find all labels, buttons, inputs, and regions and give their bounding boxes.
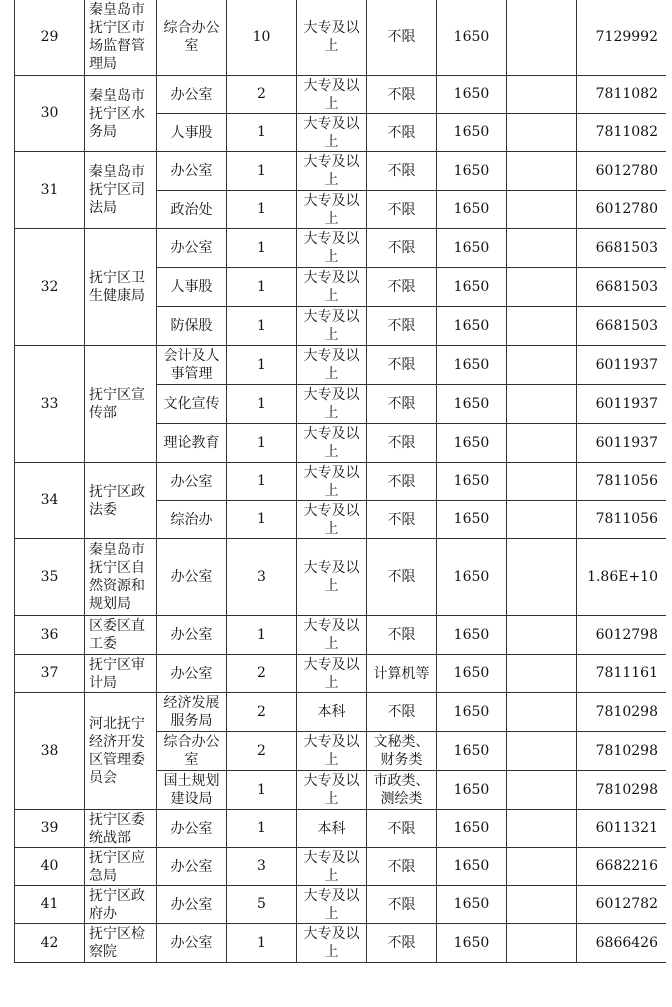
phone: 6011321 <box>577 810 667 848</box>
phone: 6011937 <box>577 424 667 463</box>
department: 办公室 <box>157 539 227 616</box>
table-row <box>15 229 667 268</box>
headcount: 1 <box>227 191 297 229</box>
table-row <box>15 346 667 385</box>
department: 综合办公室 <box>157 732 227 771</box>
phone: 1.86E+10 <box>577 539 667 616</box>
major: 计算机等 <box>367 655 437 693</box>
phone: 6681503 <box>577 229 667 268</box>
department: 办公室 <box>157 229 227 268</box>
table-row <box>15 152 667 191</box>
education: 大专及以上 <box>297 268 367 307</box>
row-number: 42 <box>15 924 85 963</box>
unit-name: 抚宁区卫生健康局 <box>85 229 157 346</box>
salary: 1650 <box>437 76 507 114</box>
phone: 7810298 <box>577 771 667 810</box>
department: 经济发展服务局 <box>157 693 227 732</box>
major: 不限 <box>367 616 437 655</box>
salary: 1650 <box>437 886 507 924</box>
phone: 7811082 <box>577 114 667 152</box>
row-number: 36 <box>15 616 85 655</box>
blank-cell <box>507 76 577 114</box>
headcount: 1 <box>227 307 297 346</box>
education: 大专及以上 <box>297 191 367 229</box>
row-number: 39 <box>15 810 85 848</box>
education: 大专及以上 <box>297 924 367 963</box>
salary: 1650 <box>437 810 507 848</box>
department: 办公室 <box>157 655 227 693</box>
major: 不限 <box>367 191 437 229</box>
row-number: 33 <box>15 346 85 463</box>
major: 不限 <box>367 924 437 963</box>
major: 不限 <box>367 848 437 886</box>
headcount: 1 <box>227 501 297 539</box>
phone: 7810298 <box>577 693 667 732</box>
blank-cell <box>507 385 577 424</box>
salary: 1650 <box>437 693 507 732</box>
headcount: 1 <box>227 810 297 848</box>
salary: 1650 <box>437 0 507 76</box>
education: 本科 <box>297 693 367 732</box>
row-number: 38 <box>15 693 85 810</box>
major: 不限 <box>367 385 437 424</box>
education: 大专及以上 <box>297 655 367 693</box>
department: 国土规划建设局 <box>157 771 227 810</box>
education: 大专及以上 <box>297 385 367 424</box>
department: 综合办公室 <box>157 0 227 76</box>
phone: 6012780 <box>577 191 667 229</box>
phone: 7811056 <box>577 463 667 501</box>
major: 不限 <box>367 693 437 732</box>
blank-cell <box>507 191 577 229</box>
table-row <box>15 924 667 963</box>
major: 不限 <box>367 268 437 307</box>
major: 不限 <box>367 463 437 501</box>
department: 办公室 <box>157 76 227 114</box>
headcount: 2 <box>227 693 297 732</box>
phone: 7129992 <box>577 0 667 76</box>
major: 不限 <box>367 76 437 114</box>
department: 理论教育 <box>157 424 227 463</box>
salary: 1650 <box>437 307 507 346</box>
blank-cell <box>507 924 577 963</box>
headcount: 1 <box>227 152 297 191</box>
department: 会计及人事管理 <box>157 346 227 385</box>
major: 不限 <box>367 810 437 848</box>
education: 大专及以上 <box>297 463 367 501</box>
headcount: 1 <box>227 385 297 424</box>
major: 不限 <box>367 886 437 924</box>
unit-name: 抚宁区应急局 <box>85 848 157 886</box>
headcount: 1 <box>227 771 297 810</box>
department: 办公室 <box>157 810 227 848</box>
education: 大专及以上 <box>297 424 367 463</box>
headcount: 1 <box>227 924 297 963</box>
unit-name: 抚宁区政法委 <box>85 463 157 539</box>
blank-cell <box>507 114 577 152</box>
phone: 7811082 <box>577 76 667 114</box>
education: 大专及以上 <box>297 886 367 924</box>
jobs-table <box>14 0 666 963</box>
row-number: 35 <box>15 539 85 616</box>
table-row <box>15 693 667 732</box>
unit-name: 抚宁区检察院 <box>85 924 157 963</box>
blank-cell <box>507 0 577 76</box>
salary: 1650 <box>437 655 507 693</box>
headcount: 1 <box>227 616 297 655</box>
major: 文秘类、财务类 <box>367 732 437 771</box>
row-number: 29 <box>15 0 85 76</box>
major: 不限 <box>367 307 437 346</box>
table-row <box>15 463 667 501</box>
unit-name: 秦皇岛市抚宁区水务局 <box>85 76 157 152</box>
salary: 1650 <box>437 114 507 152</box>
blank-cell <box>507 655 577 693</box>
major: 不限 <box>367 152 437 191</box>
headcount: 10 <box>227 0 297 76</box>
education: 大专及以上 <box>297 229 367 268</box>
table-row <box>15 0 667 76</box>
blank-cell <box>507 346 577 385</box>
phone: 6681503 <box>577 268 667 307</box>
row-number: 32 <box>15 229 85 346</box>
department: 办公室 <box>157 463 227 501</box>
headcount: 5 <box>227 886 297 924</box>
row-number: 40 <box>15 848 85 886</box>
salary: 1650 <box>437 346 507 385</box>
major: 不限 <box>367 539 437 616</box>
headcount: 2 <box>227 655 297 693</box>
unit-name: 河北抚宁经济开发区管理委员会 <box>85 693 157 810</box>
phone: 6011937 <box>577 346 667 385</box>
blank-cell <box>507 848 577 886</box>
major: 不限 <box>367 346 437 385</box>
phone: 6866426 <box>577 924 667 963</box>
salary: 1650 <box>437 501 507 539</box>
jobs-table-container <box>14 0 666 1007</box>
salary: 1650 <box>437 732 507 771</box>
blank-cell <box>507 693 577 732</box>
major: 不限 <box>367 229 437 268</box>
salary: 1650 <box>437 424 507 463</box>
headcount: 1 <box>227 114 297 152</box>
department: 综治办 <box>157 501 227 539</box>
department: 办公室 <box>157 924 227 963</box>
blank-cell <box>507 732 577 771</box>
unit-name: 区委区直工委 <box>85 616 157 655</box>
table-row <box>15 539 667 616</box>
department: 人事股 <box>157 268 227 307</box>
education: 大专及以上 <box>297 152 367 191</box>
blank-cell <box>507 463 577 501</box>
salary: 1650 <box>437 152 507 191</box>
department: 政治处 <box>157 191 227 229</box>
major: 市政类、测绘类 <box>367 771 437 810</box>
major: 不限 <box>367 501 437 539</box>
row-number: 41 <box>15 886 85 924</box>
education: 大专及以上 <box>297 346 367 385</box>
department: 防保股 <box>157 307 227 346</box>
headcount: 3 <box>227 848 297 886</box>
table-row <box>15 848 667 886</box>
phone: 7810298 <box>577 732 667 771</box>
phone: 6681503 <box>577 307 667 346</box>
salary: 1650 <box>437 385 507 424</box>
salary: 1650 <box>437 848 507 886</box>
phone: 6682216 <box>577 848 667 886</box>
unit-name: 抚宁区宣传部 <box>85 346 157 463</box>
education: 大专及以上 <box>297 114 367 152</box>
education: 大专及以上 <box>297 732 367 771</box>
salary: 1650 <box>437 539 507 616</box>
unit-name: 秦皇岛市抚宁区司法局 <box>85 152 157 229</box>
headcount: 2 <box>227 76 297 114</box>
education: 大专及以上 <box>297 771 367 810</box>
major: 不限 <box>367 114 437 152</box>
education: 大专及以上 <box>297 307 367 346</box>
blank-cell <box>507 616 577 655</box>
education: 本科 <box>297 810 367 848</box>
headcount: 2 <box>227 732 297 771</box>
headcount: 1 <box>227 229 297 268</box>
salary: 1650 <box>437 616 507 655</box>
row-number: 37 <box>15 655 85 693</box>
salary: 1650 <box>437 463 507 501</box>
salary: 1650 <box>437 229 507 268</box>
phone: 6012780 <box>577 152 667 191</box>
unit-name: 抚宁区审计局 <box>85 655 157 693</box>
headcount: 1 <box>227 268 297 307</box>
education: 大专及以上 <box>297 0 367 76</box>
major: 不限 <box>367 0 437 76</box>
department: 办公室 <box>157 152 227 191</box>
table-row <box>15 810 667 848</box>
headcount: 1 <box>227 424 297 463</box>
table-body <box>15 0 667 963</box>
blank-cell <box>507 229 577 268</box>
phone: 6012782 <box>577 886 667 924</box>
department: 办公室 <box>157 848 227 886</box>
blank-cell <box>507 307 577 346</box>
education: 大专及以上 <box>297 848 367 886</box>
education: 大专及以上 <box>297 76 367 114</box>
headcount: 1 <box>227 463 297 501</box>
table-row <box>15 76 667 114</box>
unit-name: 抚宁区政府办 <box>85 886 157 924</box>
department: 办公室 <box>157 886 227 924</box>
salary: 1650 <box>437 924 507 963</box>
blank-cell <box>507 886 577 924</box>
major: 不限 <box>367 424 437 463</box>
blank-cell <box>507 810 577 848</box>
education: 大专及以上 <box>297 501 367 539</box>
unit-name: 秦皇岛市抚宁区自然资源和规划局 <box>85 539 157 616</box>
unit-name: 秦皇岛市抚宁区市场监督管理局 <box>85 0 157 76</box>
salary: 1650 <box>437 771 507 810</box>
blank-cell <box>507 424 577 463</box>
row-number: 31 <box>15 152 85 229</box>
headcount: 1 <box>227 346 297 385</box>
blank-cell <box>507 501 577 539</box>
row-number: 30 <box>15 76 85 152</box>
blank-cell <box>507 152 577 191</box>
blank-cell <box>507 539 577 616</box>
phone: 6012798 <box>577 616 667 655</box>
salary: 1650 <box>437 191 507 229</box>
headcount: 3 <box>227 539 297 616</box>
department: 办公室 <box>157 616 227 655</box>
table-row <box>15 616 667 655</box>
phone: 7811056 <box>577 501 667 539</box>
salary: 1650 <box>437 268 507 307</box>
education: 大专及以上 <box>297 539 367 616</box>
blank-cell <box>507 771 577 810</box>
education: 大专及以上 <box>297 616 367 655</box>
row-number: 34 <box>15 463 85 539</box>
phone: 7811161 <box>577 655 667 693</box>
department: 文化宣传 <box>157 385 227 424</box>
unit-name: 抚宁区委统战部 <box>85 810 157 848</box>
blank-cell <box>507 268 577 307</box>
table-row <box>15 655 667 693</box>
table-row <box>15 886 667 924</box>
department: 人事股 <box>157 114 227 152</box>
phone: 6011937 <box>577 385 667 424</box>
